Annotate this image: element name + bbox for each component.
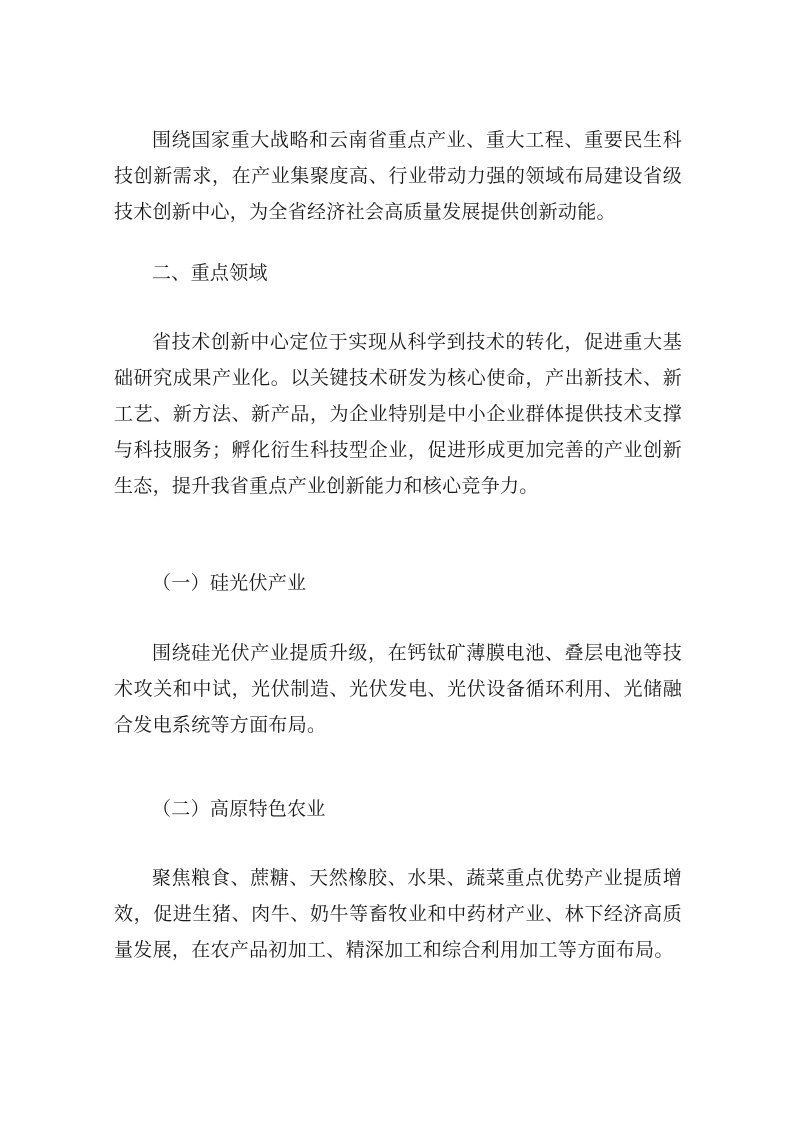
silicon-pv-paragraph: 围绕硅光伏产业提质升级，在钙钛矿薄膜电池、叠层电池等技术攻关和中试，光伏制造、光伏发电、光伏设备循环利用、光储融合发电系统等方面布局。 [114,642,682,736]
subsection-heading-plateau-agriculture: （二）高原特色农业 [152,798,326,820]
intro-paragraph: 围绕国家重大战略和云南省重点产业、重大工程、重要民生科技创新需求，在产业集聚度高、行业带动力强的领域布局建设省级技术创新中心，为全省经济社会高质量发展提供创新动能。 [114,129,682,223]
section-heading-key-areas: 二、重点领域 [152,262,268,284]
key-areas-paragraph: 省技术创新中心定位于实现从科学到技术的转化，促进重大基础研究成果产业化。以关键技术研发为核心使命，产出新技术、新工艺、新方法、新产品，为企业特别是中小企业群体提供技术支撑与科技服务；孵化衍生科技型企业，促进形成更加完善的产业创新生态，提升我省重点产业创新能力和核心竞争力。 [114,331,682,497]
plateau-agriculture-paragraph: 聚焦粮食、蔗糖、天然橡胶、水果、蔬菜重点优势产业提质增效，促进生猪、肉牛、奶牛等畜牧业和中药材产业、林下经济高质量发展，在农产品初加工、精深加工和综合利用加工等方面布局。 [114,867,682,961]
subsection-heading-silicon-pv: （一）硅光伏产业 [152,572,307,594]
